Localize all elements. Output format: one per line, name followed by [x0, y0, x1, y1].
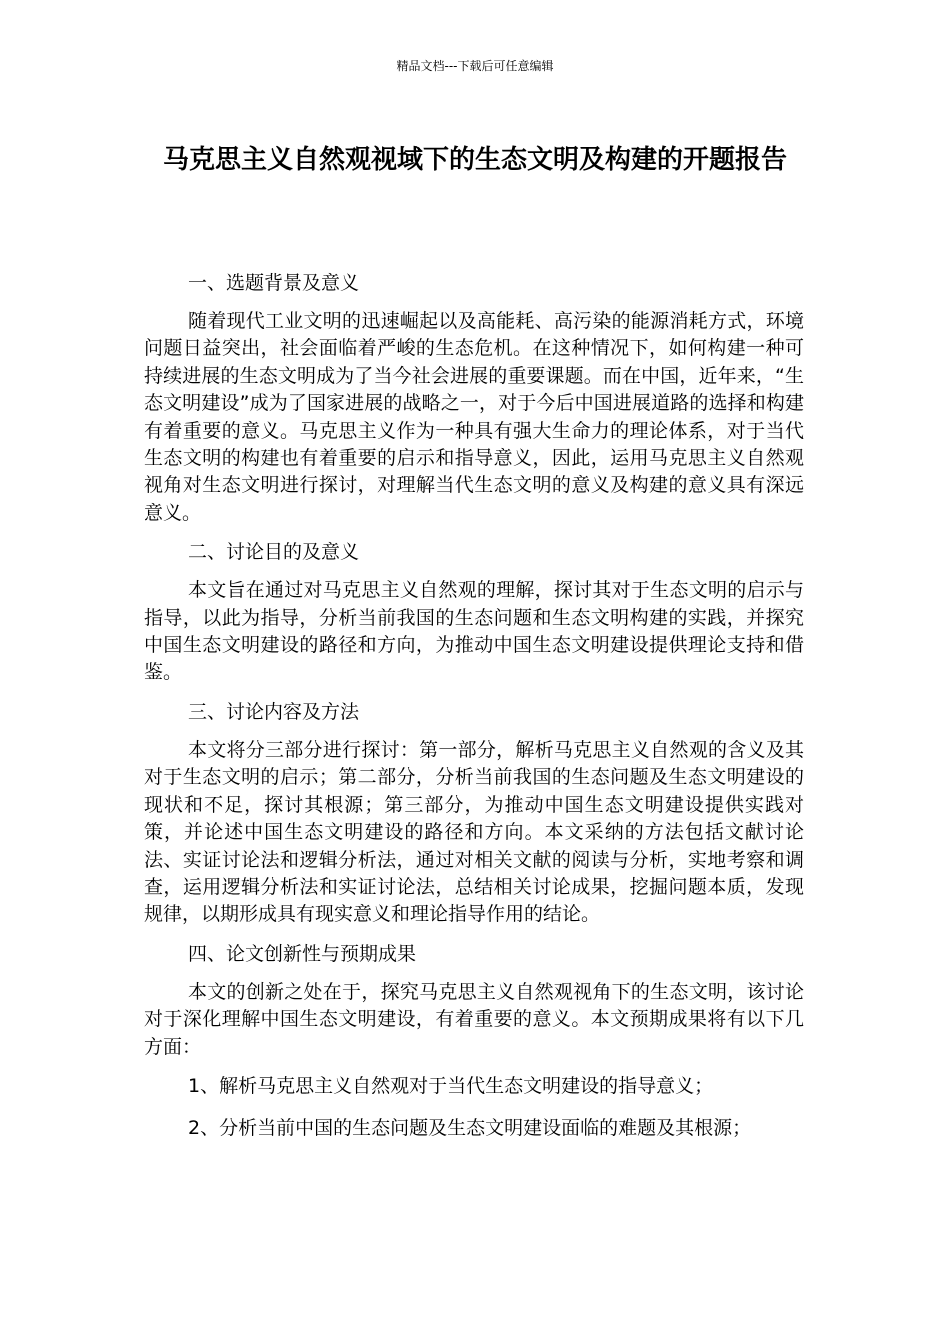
section-paragraph-innovation: 本文的创新之处在于，探究马克思主义自然观视角下的生态文明，该讨论对于深化理解中国生态文明建设，有着重要的意义。本文预期成果将有以下几方面：	[144, 980, 804, 1058]
section-paragraph-purpose: 本文旨在通过对马克思主义自然观的理解，探讨其对于生态文明的启示与指导，以此为指导，分析当前我国的生态问题和生态文明构建的实践，并探究中国生态文明建设的路径和方向，为推动中国生态文明建设提供理论支持和借鉴。	[144, 579, 804, 684]
section-heading-purpose: 二、讨论目的及意义	[188, 541, 360, 564]
section-heading-innovation: 四、论文创新性与预期成果	[188, 942, 417, 965]
list-item: 1、解析马克思主义自然观对于当代生态文明建设的指导意义；	[188, 1074, 714, 1097]
header-note: 精品文档---下载后可任意编辑	[396, 59, 554, 73]
page-title: 马克思主义自然观视域下的生态文明及构建的开题报告	[162, 145, 787, 175]
section-paragraph-background: 随着现代工业文明的迅速崛起以及高能耗、高污染的能源消耗方式，环境问题日益突出，社会面临着严峻的生态危机。在这种情况下，如何构建一种可持续进展的生态文明成为了当今社会进展的重要课题。而在中国，近年来，“生态文明建设”成为了国家进展的战略之一，对于今后中国进展道路的选择和构建有着重要的意义。马克思主义作为一种具有强大生命力的理论体系，对于当代生态文明的构建也有着重要的启示和指导意义，因此，运用马克思主义自然观视角对生态文明进行探讨，对理解当代生态文明的意义及构建的意义具有深远意义。	[144, 310, 804, 524]
section-heading-background: 一、选题背景及意义	[188, 272, 360, 294]
section-paragraph-content-methods: 本文将分三部分进行探讨：第一部分，解析马克思主义自然观的含义及其对于生态文明的启示；第二部分，分析当前我国的生态问题及生态文明建设的现状和不足，探讨其根源；第三部分，为推动中国生态文明建设提供实践对策，并论述中国生态文明建设的路径和方向。本文采纳的方法包括文献讨论法、实证讨论法和逻辑分析法，通过对相关文献的阅读与分析，实地考察和调查，运用逻辑分析法和实证讨论法，总结相关讨论成果，挖掘问题本质，发现规律，以期形成具有现实意义和理论指导作用的结论。	[144, 738, 804, 926]
list-item: 2、分析当前中国的生态问题及生态文明建设面临的难题及其根源；	[188, 1116, 752, 1139]
document-body	[144, 268, 804, 1155]
section-heading-content-methods: 三、讨论内容及方法	[188, 700, 360, 723]
